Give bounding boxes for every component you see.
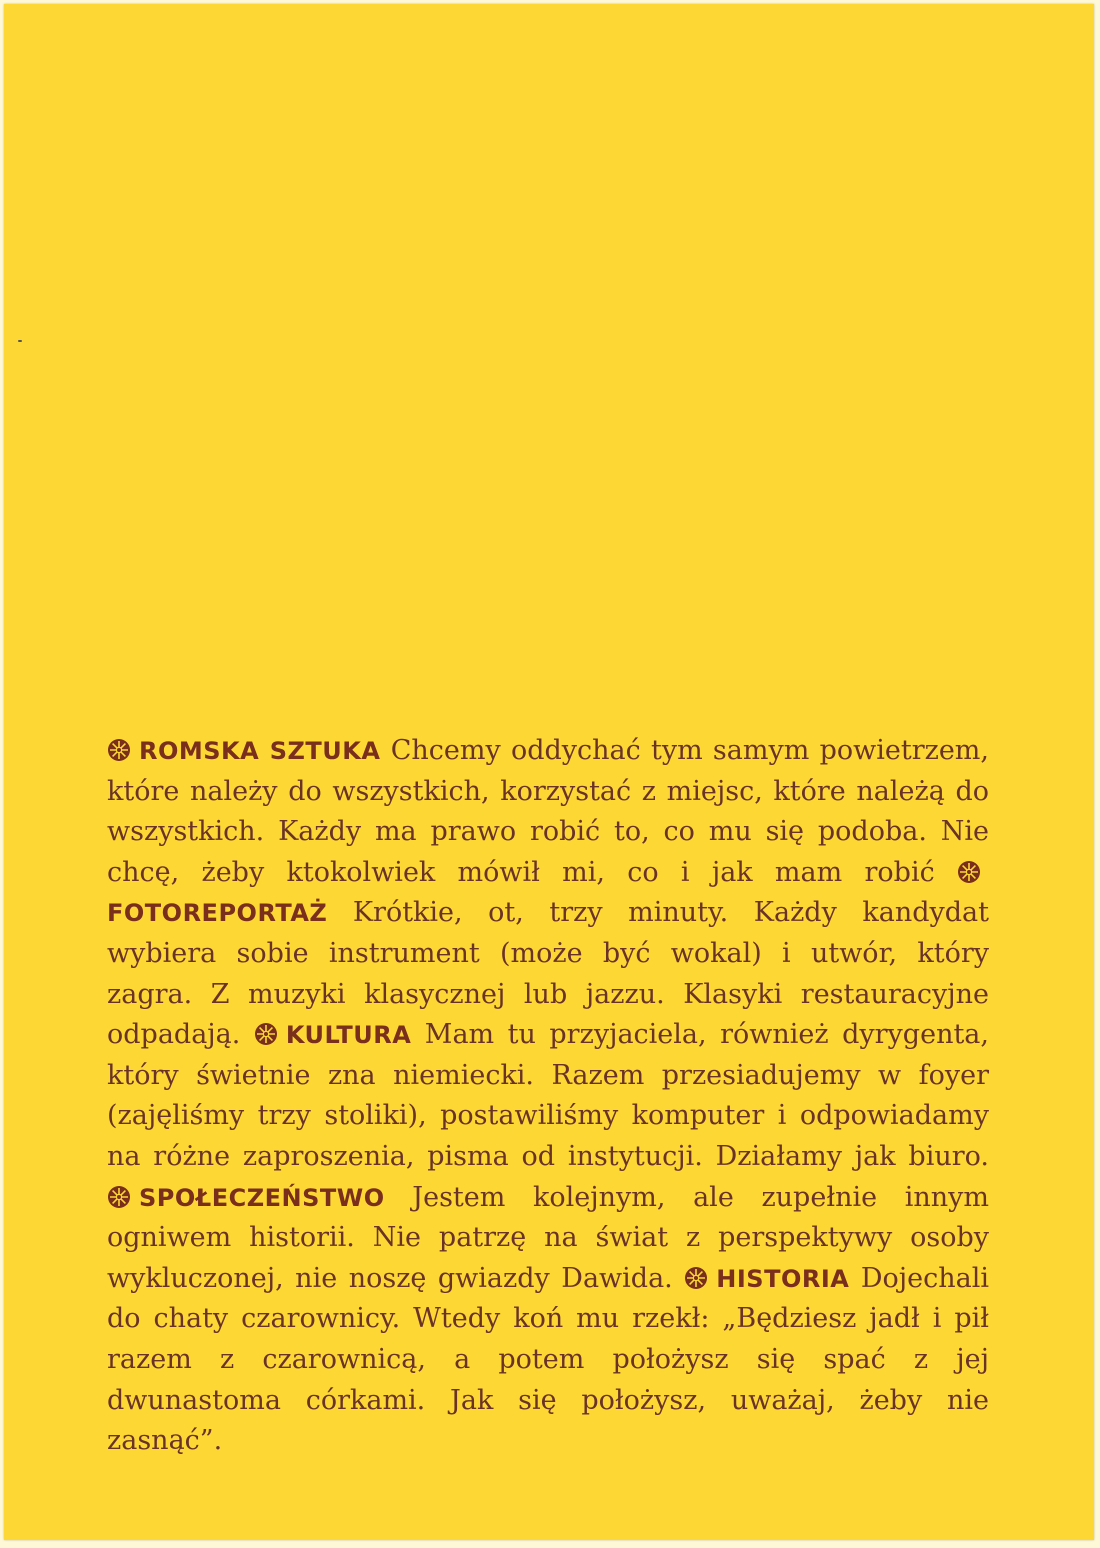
section-heading: FOTOREPORTAŻ — [107, 899, 328, 928]
section-heading: ROMSKA SZTUKA — [139, 737, 381, 765]
back-cover-blurb — [107, 731, 989, 1462]
gypsy-wheel-icon — [684, 1266, 708, 1290]
gypsy-wheel-icon — [107, 1185, 131, 1209]
section-text: Mam tu przyjaciela, również dyrygenta, który świetnie zna niemiecki. Razem przesiadujemy w foyer (zajęliśmy trzy stoliki), postawiliśmy komputer i odpowiadamy na różne zaproszenia, pisma od instytucji. Działamy jak biuro. — [107, 1019, 989, 1172]
gypsy-wheel-icon — [957, 860, 981, 884]
gypsy-wheel-icon — [254, 1022, 278, 1046]
section-text: Krótkie, ot, trzy minuty. Każdy kandydat wybiera sobie instrument (może być wokal) i utwór, który zagra. Z muzyki klasycznej lub jazzu. Klasyki restauracyjne odpadają. — [107, 897, 989, 1051]
book-back-cover — [4, 4, 1094, 1540]
dust-speck — [18, 340, 22, 342]
section-heading: HISTORIA — [716, 1264, 850, 1293]
section-text: Chcemy oddychać tym samym powietrzem, które należy do wszystkich, korzystać z miejsc, które należą do wszystkich. Każdy ma prawo robić to, co mu się podoba. Nie chcę, żeby ktokolwiek mówił mi, co i jak mam robić — [107, 735, 989, 888]
section-text: Dojechali do chaty czarownicy. Wtedy koń mu rzekł: „Będziesz jadł i pił razem z czarownicą, a potem położysz się spać z jej dwunastoma córkami. Jak się położysz, uważaj, żeby nie zasnąć”. — [107, 1262, 989, 1457]
blurb-section-romska-sztuka — [107, 735, 989, 888]
gypsy-wheel-icon — [107, 738, 131, 762]
section-text: Jestem kolejnym, ale zupełnie innym ogniwem historii. Nie patrzę na świat z perspektywy osoby wykluczonej, nie noszę gwiazdy Dawida. — [107, 1181, 989, 1294]
section-heading: SPOŁECZEŃSTWO — [139, 1183, 385, 1212]
blurb-section-kultura — [107, 1019, 989, 1172]
section-heading: KULTURA — [285, 1021, 412, 1050]
